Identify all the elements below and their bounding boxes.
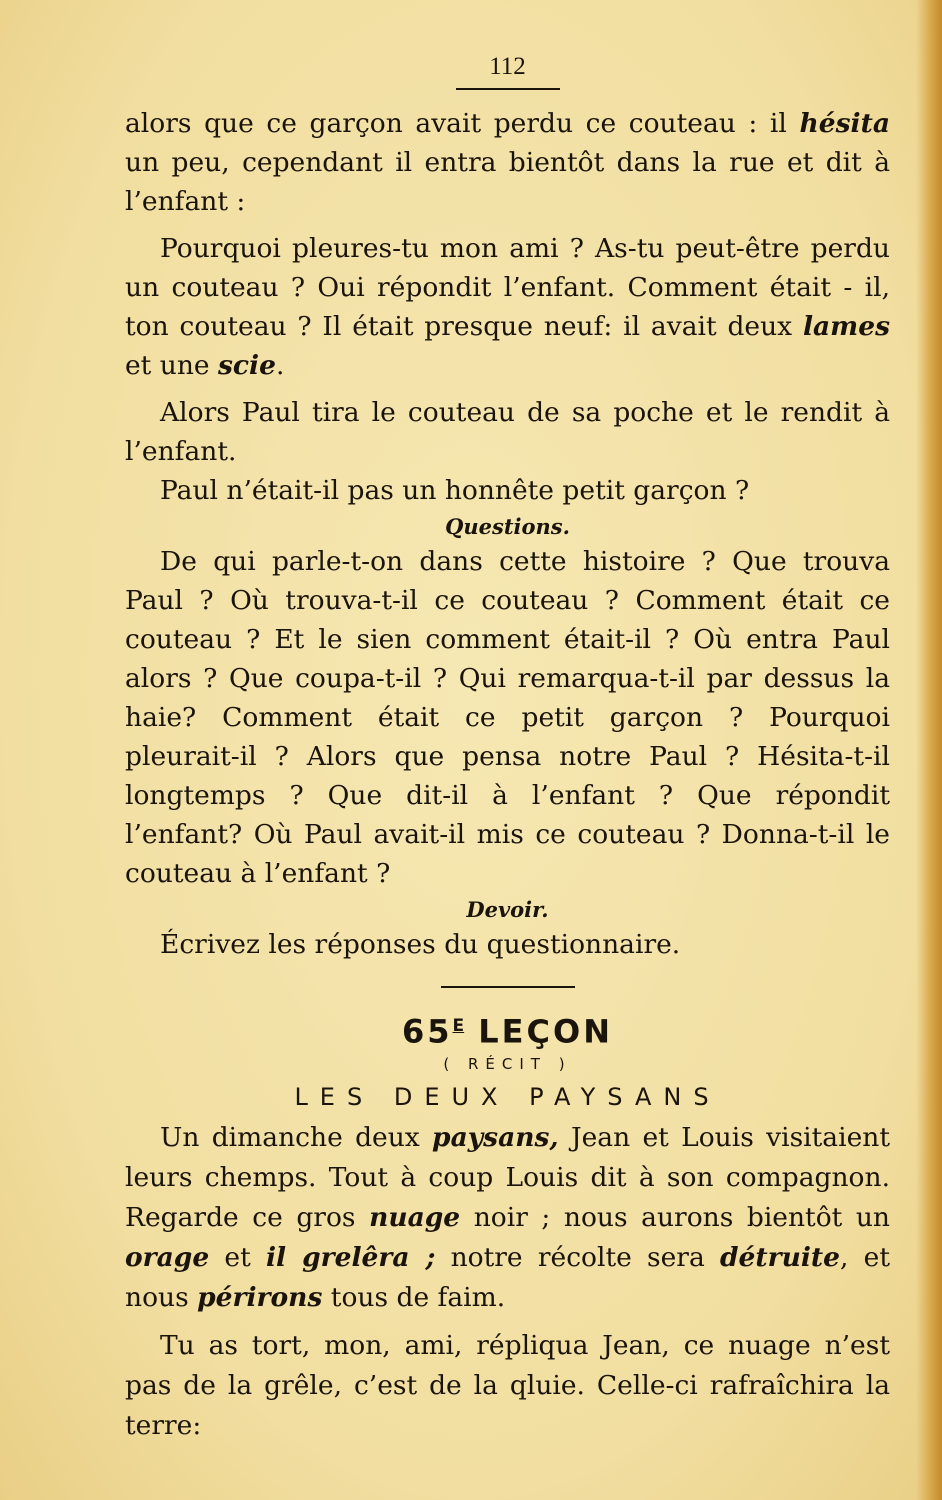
text-body <box>125 104 890 964</box>
emphasis-scie: scie <box>218 350 276 381</box>
lecon-kind: ( RÉCIT ) <box>443 1054 572 1073</box>
emphasis-lames: lames <box>802 311 890 342</box>
story-paragraph-1: Un dimanche deux paysans, Jean et Louis visitaient leurs chemps. Tout à coup Louis dit à son compagnon. Regarde ce gros nuage noir ; nous aurons bientôt un orage et il grelêra ; notre récolte sera détruite, et nous périrons tous de faim. <box>125 1121 891 1313</box>
story-paragraph-2: Tu as tort, mon, ami, répliqua Jean, ce nuage n’est pas de la grêle, c’est de la qluie. Celle-ci rafraîchira la terre: <box>125 1329 890 1441</box>
paragraph-dialogue: Pourquoi pleures-tu mon ami ? As-tu peut-être perdu un couteau ? Oui répondit l’enfant. Comment était - il, ton couteau ? Il était presque neuf: il avait deux lames et une scie. <box>125 233 890 381</box>
lecon-subtitle: LES DEUX PAYSANS <box>294 1082 721 1111</box>
lecon-title: $65^E$ LEÇON <box>401 1012 613 1051</box>
story-body <box>125 1118 890 1446</box>
questions-heading: Questions. <box>445 514 570 539</box>
devoir-heading: Devoir. <box>466 897 549 922</box>
paragraph-question: Paul n’était-il pas un honnête petit garçon ? <box>160 475 750 506</box>
paragraph-action: Alors Paul tira le couteau de sa poche et le rendit à l’enfant. <box>125 397 890 467</box>
paragraph-intro: alors que ce garçon avait perdu ce couteau : il hésita un peu, cependant il entra bientôt dans la rue et dit à l’enfant : <box>125 108 890 217</box>
book-page <box>125 52 890 1446</box>
section-divider <box>441 986 575 988</box>
devoir-text: Écrivez les réponses du questionnaire. <box>160 929 681 960</box>
questions-text: De qui parle-t-on dans cette histoire ? Que trouva Paul ? Où trouva-t-il ce couteau ? Comment était ce couteau ? Et le sien comment était-il ? Où entra Paul alors ? Que coupa-t-il ? Qui remarqua-t-il par dessus la haie? Comment était ce petit garçon ? Pourquoi pleurait-il ? Alors que pensa notre Paul ? Hésita-t-il longtemps ? Que dit-il à l’enfant ? Que répondit l’enfant? Où Paul avait-il mis ce couteau ? Donna-t-il le couteau à l’enfant ? <box>125 546 890 889</box>
page-edge <box>916 0 942 1500</box>
page-number-rule <box>456 88 560 90</box>
emphasis-hesita: hésita <box>799 108 890 139</box>
page-number: 112 <box>489 53 526 80</box>
